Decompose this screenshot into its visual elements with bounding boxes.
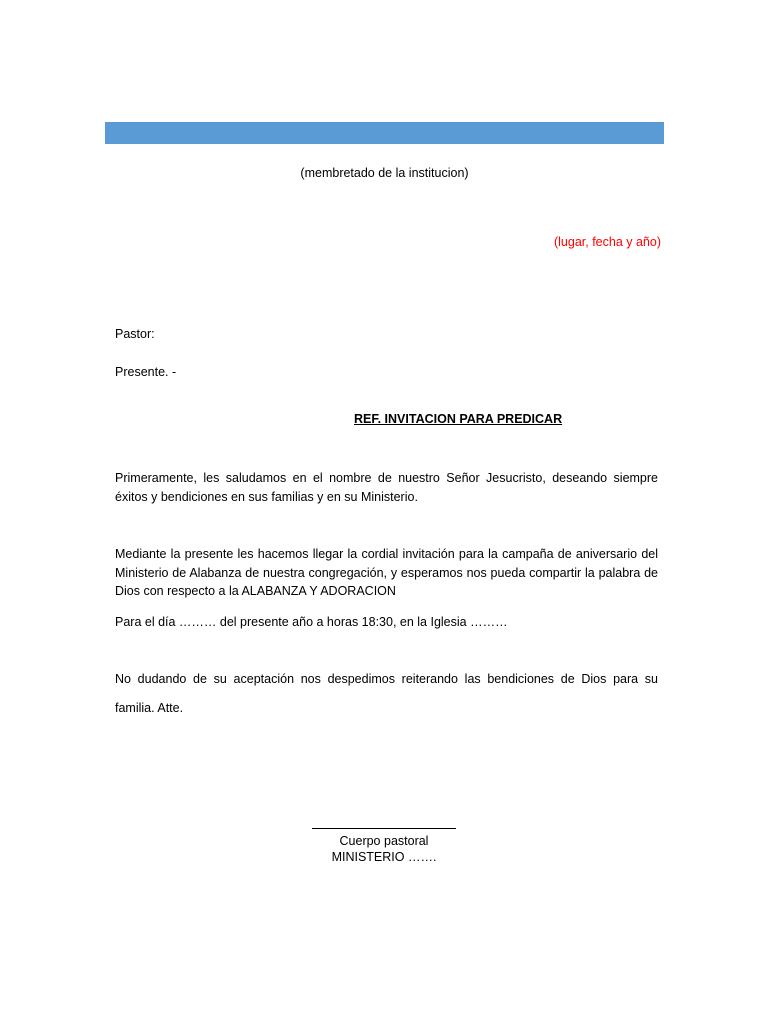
signature-name: Cuerpo pastoral: [339, 834, 429, 848]
letterhead-placeholder: (membretado de la institucion): [300, 166, 469, 180]
place-date-placeholder: (lugar, fecha y año): [553, 235, 661, 249]
presente: Presente. -: [115, 365, 177, 379]
paragraph-greeting: Primeramente, les saludamos en el nombre de nuestro Señor Jesucristo, deseando siempre éxitos y bendiciones en sus familias y en su Ministerio.: [115, 471, 658, 504]
paragraph-date-time: Para el día ……… del presente año a horas 18:30, en la Iglesia ………: [115, 615, 508, 629]
letterhead-bar: [105, 122, 664, 144]
paragraph-closing: No dudando de su aceptación nos despedimos reiterando las bendiciones de Dios para su familia. Atte.: [115, 672, 658, 715]
reference-line: REF. INVITACION PARA PREDICAR: [354, 412, 563, 426]
salutation: Pastor:: [115, 327, 155, 341]
paragraph-invitation: Mediante la presente les hacemos llegar la cordial invitación para la campaña de aniversario del Ministerio de Alabanza de nuestra congregación, y esperamos nos pueda compartir la palabra de Dios con respecto a la ALABANZA Y ADORACION: [115, 547, 658, 598]
signature-ministry: MINISTERIO …….: [331, 850, 437, 864]
signature-block: [284, 828, 484, 865]
signature-line: [312, 828, 456, 829]
